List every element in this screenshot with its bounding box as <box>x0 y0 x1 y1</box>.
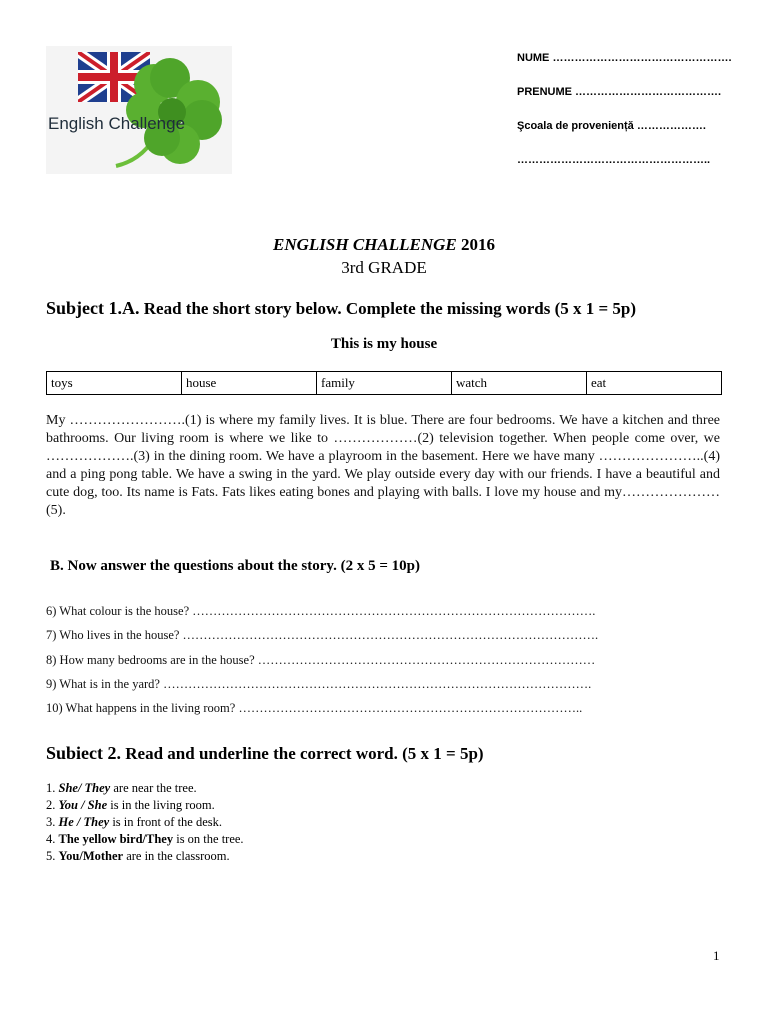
school-field[interactable]: Şcoala de proveniență ………………. <box>517 120 706 132</box>
title-year: 2016 <box>460 235 495 254</box>
sentence-number: 2. <box>46 798 56 812</box>
sentence-number: 3. <box>46 815 56 829</box>
sentence-number: 1. <box>46 781 56 795</box>
page-number: 1 <box>713 948 720 963</box>
story-title: This is my house <box>330 336 438 352</box>
sentence-number: 5. <box>46 849 56 863</box>
word-box <box>46 371 722 395</box>
page-title <box>0 235 768 255</box>
sentence-4 <box>46 831 244 848</box>
subject1-heading <box>46 298 636 319</box>
sentence-choice[interactable]: The yellow bird/They <box>58 832 174 846</box>
grade-label: 3rd GRADE <box>341 258 427 277</box>
question-8: 8) How many bedrooms are in the house? ……………………………………………………………………… <box>46 653 596 667</box>
subject2-heading <box>46 743 484 764</box>
sentence-rest: is in front of the desk. <box>112 815 223 829</box>
subject2-label: Subiect 2. <box>46 743 122 763</box>
sentence-1 <box>46 780 197 797</box>
subject1-label: Subject 1.A. <box>46 298 140 318</box>
extra-field[interactable]: …………………………………………….. <box>517 154 711 166</box>
sentence-5 <box>46 848 230 865</box>
sentence-rest: are near the tree. <box>113 781 197 795</box>
question-7: 7) Who lives in the house? ………………………………………………………………………………………. <box>46 628 599 642</box>
word-box-cell: watch <box>452 372 587 394</box>
partB-heading: B. Now answer the questions about the story. (2 x 5 = 10p) <box>50 558 420 574</box>
word-box-cell: family <box>317 372 452 394</box>
sentence-2 <box>46 797 215 814</box>
logo-text: English Challenge <box>48 114 186 133</box>
subject1-instruction: Read the short story below. Complete the missing words (5 x 1 = 5p) <box>143 299 637 318</box>
question-9: 9) What is in the yard? …………………………………………………………………………………………. <box>46 677 592 691</box>
question-10: 10) What happens in the living room? ……………………………………………………………………….. <box>46 701 583 715</box>
sentence-choice[interactable]: She/ They <box>58 781 111 795</box>
sentence-choice[interactable]: You/Mother <box>58 849 124 863</box>
question-6: 6) What colour is the house? ……………………………………………………………………………………. <box>46 604 596 618</box>
sentence-number: 4. <box>46 832 56 846</box>
surname-field[interactable]: PRENUME …………………………………. <box>517 86 722 98</box>
word-box-cell: toys <box>47 372 182 394</box>
sentence-rest: is in the living room. <box>110 798 215 812</box>
sentence-choice[interactable]: You / She <box>58 798 108 812</box>
title-main: ENGLISH CHALLENGE <box>273 235 457 254</box>
sentence-choice[interactable]: He / They <box>58 815 110 829</box>
sentence-rest: are in the classroom. <box>126 849 230 863</box>
story-text: My …………………….(1) is where my family lives. It is blue. There are four bedrooms. We have a kitchen and three bathrooms. Our living room is where we like to ………………(2) television together. When people come over, we ……………….(3) in the dining room. We have a playroom in the basement. Here we have many …………………..(4) and a ping pong table. We have a swing in the yard. We play outside every day with our friends. I have a beautiful and cute dog, too. Its name is Fats. Fats likes eating bones and playing with balls. I love my house and my…………………(5). <box>46 413 720 518</box>
english-challenge-logo <box>46 46 232 174</box>
subject2-instruction: Read and underline the correct word. (5 x 1 = 5p) <box>125 744 484 763</box>
sentence-rest: is on the tree. <box>176 832 244 846</box>
word-box-cell: house <box>182 372 317 394</box>
name-field[interactable]: NUME …………………………………………. <box>517 52 732 64</box>
sentence-3 <box>46 814 222 831</box>
word-box-cell: eat <box>591 375 607 390</box>
